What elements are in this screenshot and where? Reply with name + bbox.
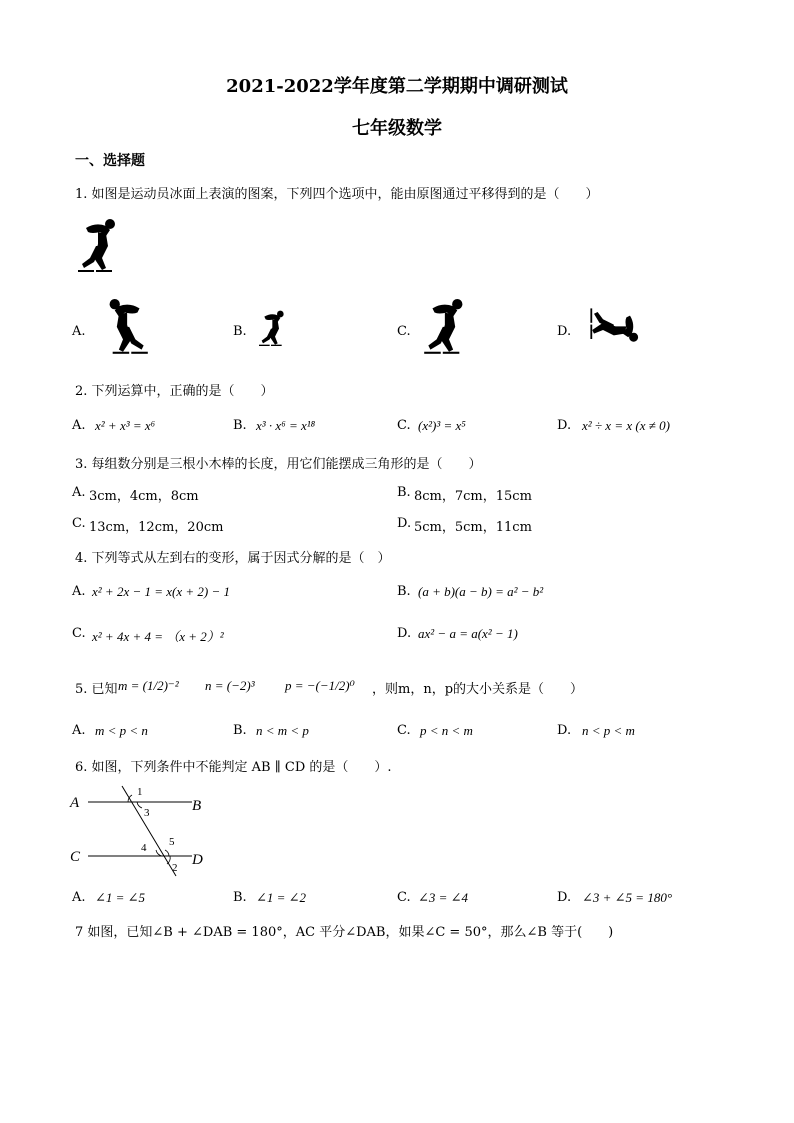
q4-option-b-expr: (a + b)(a − b) = a² − b² xyxy=(418,584,544,599)
q5-option-c-label: C. xyxy=(397,723,411,738)
q1-option-b-label: B. xyxy=(233,324,247,339)
q2-option-a-expr: x² + x³ = x⁶ xyxy=(95,418,156,433)
question-7-text: 7 如图，已知∠B + ∠DAB = 180°，AC 平分∠DAB，如果∠C = 50°，那么∠B 等于( ) xyxy=(75,925,614,940)
question-2-text: 2. 下列运算中，正确的是（ ） xyxy=(75,384,274,399)
q5-option-d-label: D. xyxy=(557,723,572,738)
q3-option-a-label: A. xyxy=(72,485,86,500)
q2-option-c-label: C. xyxy=(397,418,411,433)
skater-option-d-icon xyxy=(582,303,642,357)
q4-option-a-expr: x² + 2x − 1 = x(x + 2) − 1 xyxy=(92,584,230,599)
skater-option-b-icon xyxy=(255,308,295,352)
q4-option-d-label: D. xyxy=(397,626,412,641)
q1-option-d-label: D. xyxy=(557,324,572,339)
q5-option-b-label: B. xyxy=(233,723,247,738)
q2-option-c-expr: (x²)³ = x⁵ xyxy=(418,418,466,433)
q3-option-d-label: D. xyxy=(397,516,412,531)
q6-option-d-label: D. xyxy=(557,890,572,905)
q5-option-b-expr: n < m < p xyxy=(256,723,309,738)
skater-option-a-icon xyxy=(92,298,154,360)
q6-option-a-label: A. xyxy=(72,890,86,905)
q3-option-b-expr: 8cm，7cm，15cm xyxy=(414,489,532,504)
q2-option-d-expr: x² ÷ x = x (x ≠ 0) xyxy=(582,418,670,433)
angle-label-5: 5 xyxy=(169,836,175,848)
q3-option-a-expr: 3cm，4cm，8cm xyxy=(89,489,199,504)
skater-original-icon xyxy=(72,218,132,278)
question-1-text: 1. 如图是运动员冰面上表演的图案，下列四个选项中，能由原图通过平移得到的是（ ） xyxy=(75,187,599,202)
q2-option-a-label: A. xyxy=(72,418,86,433)
q4-option-b-label: B. xyxy=(397,584,411,599)
q4-option-a-label: A. xyxy=(72,584,86,599)
q6-option-a-expr: ∠1 = ∠5 xyxy=(95,890,146,905)
label-c: C xyxy=(70,849,81,865)
q4-option-c-expr: x² + 4x + 4 = （x + 2）² xyxy=(92,629,224,644)
page-subtitle: 七年级数学 xyxy=(352,118,442,139)
q6-option-b-expr: ∠1 = ∠2 xyxy=(256,890,307,905)
section-heading: 一、选择题 xyxy=(75,153,145,169)
parallel-lines-figure xyxy=(66,780,216,880)
question-5-prefix: 5. 已知 xyxy=(75,682,118,697)
q6-option-d-expr: ∠3 + ∠5 = 180° xyxy=(582,890,673,905)
angle-label-2: 2 xyxy=(172,862,178,874)
q6-option-c-expr: ∠3 = ∠4 xyxy=(418,890,469,905)
q5-m-expr: m = (1/2)⁻² xyxy=(118,678,179,693)
q5-option-c-expr: p < n < m xyxy=(420,723,473,738)
q3-option-b-label: B. xyxy=(397,485,411,500)
q5-option-a-label: A. xyxy=(72,723,86,738)
label-b: B xyxy=(192,798,202,814)
angle-label-3: 3 xyxy=(144,807,150,819)
q6-option-c-label: C. xyxy=(397,890,411,905)
q1-option-c-label: C. xyxy=(397,324,411,339)
question-6-text: 6. 如图，下列条件中不能判定 AB ∥ CD 的是（ ）. xyxy=(75,760,392,775)
skater-option-c-icon xyxy=(418,298,480,360)
q1-option-a-label: A. xyxy=(72,324,86,339)
q3-option-d-expr: 5cm，5cm，11cm xyxy=(414,520,532,535)
question-3-text: 3. 每组数分别是三根小木棒的长度，用它们能摆成三角形的是（ ） xyxy=(75,457,482,472)
question-4-text: 4. 下列等式从左到右的变形，属于因式分解的是（ ） xyxy=(75,551,391,566)
q3-option-c-label: C. xyxy=(72,516,86,531)
angle-label-1: 1 xyxy=(137,786,143,798)
q3-option-c-expr: 13cm，12cm，20cm xyxy=(89,520,224,535)
page-title: 2021-2022学年度第二学期期中调研测试 xyxy=(226,76,568,97)
q5-p-expr: p = −(−1/2)⁰ xyxy=(285,678,355,693)
q2-option-b-label: B. xyxy=(233,418,247,433)
q2-option-d-label: D. xyxy=(557,418,572,433)
question-5-suffix: ，则m，n，p的大小关系是（ ） xyxy=(372,682,584,697)
q2-option-b-expr: x³ · x⁶ = x¹⁸ xyxy=(256,418,316,433)
q4-option-c-label: C. xyxy=(72,626,86,641)
label-d: D xyxy=(192,852,203,868)
q5-option-a-expr: m < p < n xyxy=(95,723,148,738)
q5-n-expr: n = (−2)³ xyxy=(205,678,255,693)
label-a: A xyxy=(70,795,80,811)
q5-option-d-expr: n < p < m xyxy=(582,723,635,738)
q4-option-d-expr: ax² − a = a(x² − 1) xyxy=(418,626,518,641)
q6-option-b-label: B. xyxy=(233,890,247,905)
angle-label-4: 4 xyxy=(141,842,147,854)
